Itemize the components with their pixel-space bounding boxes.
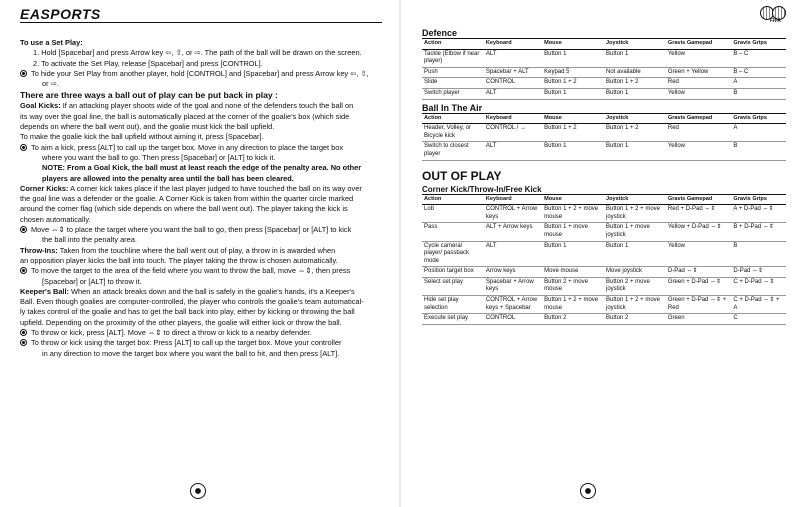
table-row: [422, 124, 786, 142]
column-header: Keyboard: [484, 195, 542, 205]
table-cell: CONTROL: [484, 314, 542, 325]
table-cell: Switch to closest player: [422, 142, 484, 160]
table-cell: Button 1 + 2 + move joystick: [604, 205, 666, 223]
table-row: [422, 78, 786, 89]
text-line: Move ⇔⇕ to place the target where you want the ball to go, then press [Spacebar] or [ALT] to kick: [20, 225, 382, 235]
text-line: To aim a kick, press [ALT] to call up the target box. Move in any direction to place the target box: [20, 143, 382, 153]
soccer-ball-icon: [580, 483, 596, 499]
table-cell: Keypad 5: [542, 67, 604, 78]
table-cell: Button 1: [542, 49, 604, 67]
text-line: around the corner flag (which side depends on where the ball went out). The player taking the kick is: [20, 204, 348, 214]
table-cell: A: [731, 124, 786, 142]
table-cell: Hide set play selection: [422, 296, 484, 314]
text-line: Corner Kicks: A corner kick takes place if the last player judged to have touched the ball on its way over: [20, 183, 362, 193]
table-cell: Button 1 + 2 + move joystick: [604, 296, 666, 314]
table-cell: C + D-Pad ⇔⇕ + A: [731, 296, 786, 314]
table-cell: Green + D-Pad ⇔⇕: [666, 277, 732, 295]
column-header: Keyboard: [484, 114, 542, 124]
table-cell: Push: [422, 67, 484, 78]
table-cell: Button 1: [604, 241, 666, 267]
table-cell: Execute set play: [422, 314, 484, 325]
text-line: depends on where the ball went out), and the goalie must kick the ball upfield.: [20, 122, 275, 132]
table-cell: B + D-Pad ⇔⇕: [731, 223, 786, 241]
text-line: upfield. Depending on the proximity of the other players, the goalie will either kick or throw the ball.: [20, 317, 342, 327]
table-cell: A: [731, 78, 786, 89]
table-cell: Green + D-Pad ⇔⇕ + Red: [666, 296, 732, 314]
table-cell: C: [731, 314, 786, 325]
soccer-ball-bullet-icon: [20, 329, 27, 336]
table-cell: Button 2 + move mouse: [542, 277, 604, 295]
table-cell: Spacebar + ALT: [484, 67, 542, 78]
table-cell: Button 1 + 2: [542, 124, 604, 142]
table-cell: Select set play: [422, 277, 484, 295]
soccer-ball-bullet-icon: [20, 144, 27, 151]
table-cell: Lob: [422, 205, 484, 223]
text-line: To hide your Set Play from another player, hold [CONTROL] and [Spacebar] and press Arrow key ⇦, ⇧,: [20, 69, 382, 79]
table-cell: CONTROL: [484, 78, 542, 89]
column-header: Joystick: [604, 114, 666, 124]
table-row: [422, 142, 786, 160]
table-cell: Arrow keys: [484, 267, 542, 278]
table-cell: Button 1: [542, 241, 604, 267]
table-row: [422, 88, 786, 99]
table-cell: ALT: [484, 241, 542, 267]
text-line: where you want the ball to go. Then press [Spacebar] or [ALT] to kick it.: [42, 152, 276, 162]
table-cell: CONTROL + Arrow keys + Spacebar: [484, 296, 542, 314]
text-line: To throw or kick using the target box: Press [ALT] to call up the target box. Move your controller: [20, 338, 382, 348]
table-cell: Button 1: [604, 49, 666, 67]
table-cell: Cycle camera/ player/ passback mode: [422, 241, 484, 267]
table-cell: Header, Volley, or Bicycle kick: [422, 124, 484, 142]
text-line: To move the target to the area of the field where you want to throw the ball, move ⇔⇕, then press: [20, 266, 382, 276]
ea-sports-logo: EASPORTS: [20, 6, 101, 22]
table-cell: Green: [666, 314, 732, 325]
column-header: Gravis Grips: [731, 39, 786, 49]
text-line: 2. To activate the Set Play, release [Spacebar] and press [CONTROL].: [33, 58, 263, 68]
soccer-ball-icon: [190, 483, 206, 499]
table-cell: Button 1 + 2: [604, 78, 666, 89]
column-header: Action: [422, 39, 484, 49]
table-cell: Red: [666, 124, 732, 142]
table-cell: ALT + Arrow keys: [484, 223, 542, 241]
table-cell: A + D-Pad ⇔⇕: [731, 205, 786, 223]
table-cell: Move joystick: [604, 267, 666, 278]
table-cell: Red: [666, 78, 732, 89]
text-line: in any direction to move the target box where you want the ball to hit, and then press [ALT].: [42, 348, 340, 358]
table-cell: Yellow: [666, 142, 732, 160]
column-header: Gravis Grips: [731, 114, 786, 124]
text-line: players are allowed into the penalty area until the ball has been cleared.: [42, 173, 294, 183]
table-cell: Button 1 + 2 + move mouse: [542, 296, 604, 314]
column-header: Mouse: [542, 195, 604, 205]
controls-tables: [422, 28, 786, 325]
table-row: [422, 277, 786, 295]
fifa-label: FIFA: [770, 18, 781, 24]
column-header: Mouse: [542, 39, 604, 49]
text-line: NOTE: From a Goal Kick, the ball must at least reach the edge of the penalty area. No other: [42, 163, 362, 173]
table-cell: Tackle (Elbow if near player): [422, 49, 484, 67]
table-cell: Pass: [422, 223, 484, 241]
table-row: [422, 205, 786, 223]
table-cell: Button 1: [542, 88, 604, 99]
out-of-play-heading: OUT OF PLAY: [422, 168, 502, 183]
table-cell: Button 1 + 2: [604, 124, 666, 142]
soccer-ball-bullet-icon: [20, 339, 27, 346]
text-line: its way over the goal line, the ball is automatically placed at the corner of the goalie's box (which side: [20, 111, 350, 121]
table-row: [422, 314, 786, 325]
text-line: Goal Kicks: If an attacking player shoots wide of the goal and none of the defenders touch the ball on: [20, 101, 354, 111]
column-header: Gravis Grips: [731, 195, 786, 205]
table-row: [422, 296, 786, 314]
column-header: Keyboard: [484, 39, 542, 49]
column-header: Action: [422, 195, 484, 205]
table-row: [422, 267, 786, 278]
fifa-globe-logo: [760, 6, 786, 24]
text-line: Throw-Ins: Taken from the touchline where the ball went out of play, a throw in is awarded when: [20, 245, 336, 255]
table-row: [422, 223, 786, 241]
table-cell: Switch player: [422, 88, 484, 99]
table-cell: Button 1 + move joystick: [604, 223, 666, 241]
header-rule: [20, 22, 382, 23]
table-cell: Move mouse: [542, 267, 604, 278]
table-cell: B – C: [731, 49, 786, 67]
table-cell: B – C: [731, 67, 786, 78]
text-line: There are three ways a ball out of play can be put back in play :: [20, 90, 278, 101]
column-header: Gravis Gamepad: [666, 39, 732, 49]
table-cell: Yellow + D-Pad ⇔⇕: [666, 223, 732, 241]
text-line: ly takes control of the goalie and has to get the ball back into play, either by kicking or throwing the ball: [20, 307, 355, 317]
text-line: the goal line was a defender or the goalie. A Corner Kick is taken from within the quarter circle marked: [20, 194, 354, 204]
table-cell: B: [731, 241, 786, 267]
table-cell: Button 1: [604, 88, 666, 99]
table-cell: C + D-Pad ⇔⇕: [731, 277, 786, 295]
text-line: To use a Set Play:: [20, 38, 83, 47]
table-cell: ALT: [484, 49, 542, 67]
text-line: or ⇨.: [42, 79, 59, 89]
table-cell: Button 1 + 2: [542, 78, 604, 89]
table-cell: Green + Yellow: [666, 67, 732, 78]
table-cell: Position target box: [422, 267, 484, 278]
table-cell: Red + D-Pad ⇔⇕: [666, 205, 732, 223]
column-header: Mouse: [542, 114, 604, 124]
sub-heading: Corner Kick/Throw-In/Free Kick: [422, 185, 786, 195]
table-cell: Yellow: [666, 88, 732, 99]
right-page: [400, 0, 800, 507]
text-line: the ball into the penalty area.: [42, 235, 137, 245]
table-cell: CONTROL / →: [484, 124, 542, 142]
table-cell: Button 2: [604, 314, 666, 325]
text-line: To throw or kick, press [ALT]. Move ⇔⇕ to direct a throw or kick to a nearby defender.: [20, 328, 382, 338]
column-header: Gravis Gamepad: [666, 195, 732, 205]
table-cell: Button 1 + move mouse: [542, 223, 604, 241]
text-line: Keeper's Ball: When an attack breaks down and the ball is safely in the goalie's hands, it's a Keeper's: [20, 286, 355, 296]
text-line: Ball. Even though goalies are computer-controlled, the player who controls the goalie's team automatical-: [20, 297, 364, 307]
table-cell: B: [731, 88, 786, 99]
table-cell: D-Pad ⇔⇕: [666, 267, 732, 278]
soccer-ball-bullet-icon: [20, 267, 27, 274]
table-cell: Button 2 + move joystick: [604, 277, 666, 295]
column-header: Joystick: [604, 195, 666, 205]
table-cell: B: [731, 142, 786, 160]
column-header: Joystick: [604, 39, 666, 49]
section-heading: Ball In The Air: [422, 103, 786, 114]
table-cell: Button 1 + 2 + move mouse: [542, 205, 604, 223]
soccer-ball-bullet-icon: [20, 226, 27, 233]
text-line: an opposition player kicks the ball into touch. The player taking the throw is chosen automatically.: [20, 255, 338, 265]
table-row: [422, 241, 786, 267]
column-header: Gravis Gamepad: [666, 114, 732, 124]
soccer-ball-bullet-icon: [20, 70, 27, 77]
table-cell: CONTROL + Arrow keys: [484, 205, 542, 223]
text-line: 1. Hold [Spacebar] and press Arrow key ⇦, ⇧, or ⇨. The path of the ball will be drawn on the screen.: [33, 48, 362, 58]
table-cell: Slide: [422, 78, 484, 89]
section-heading: Defence: [422, 28, 786, 39]
table-cell: Yellow: [666, 49, 732, 67]
text-line: To make the goalie kick the ball upfield without aiming it, press [Spacebar].: [20, 132, 264, 142]
table-cell: ALT: [484, 88, 542, 99]
table-cell: Spacebar + Arrow keys: [484, 277, 542, 295]
table-cell: ALT: [484, 142, 542, 160]
table-cell: Button 2: [542, 314, 604, 325]
table-cell: Not available: [604, 67, 666, 78]
table-cell: Button 1: [542, 142, 604, 160]
table-row: [422, 49, 786, 67]
table-cell: Yellow: [666, 241, 732, 267]
controls-table: [422, 114, 786, 161]
table-row: [422, 67, 786, 78]
controls-table: [422, 195, 786, 325]
left-text-body: [20, 38, 382, 359]
column-header: Action: [422, 114, 484, 124]
controls-table: [422, 39, 786, 100]
table-cell: D-Pad ⇔⇕: [731, 267, 786, 278]
text-line: chosen automatically.: [20, 214, 91, 224]
text-line: [Spacebar] or [ALT] to throw it.: [42, 276, 142, 286]
table-cell: Button 1: [604, 142, 666, 160]
